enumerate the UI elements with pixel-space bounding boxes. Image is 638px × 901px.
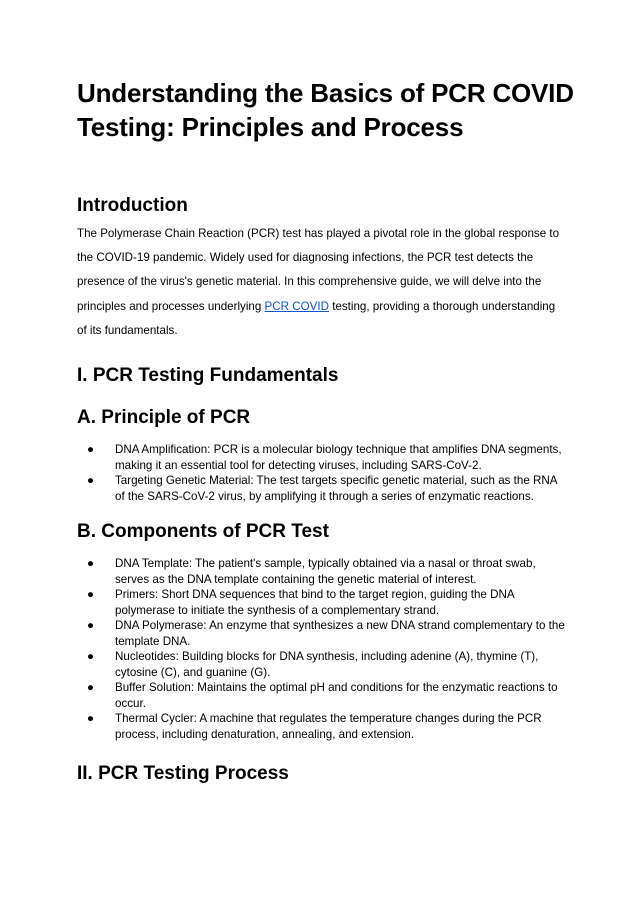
section-1-heading: I. PCR Testing Fundamentals [77,365,339,386]
introduction-text-start: The Polymerase Chain Reaction (PCR) test has played a pivotal role in the global response to the COVID-19 pandemic. Widely used for diagnosing infections, the PCR test detects the presence of the virus's genetic material. In this comprehensive guide, we will delve into the principles and processes underlying [77,227,560,313]
bullet-icon: ● [87,650,95,663]
section-2-heading: II. PCR Testing Process [77,763,289,784]
list-item-text: Targeting Genetic Material: The test targets specific genetic material, such as the RNA of the SARS-CoV-2 virus, by amplifying it through a series of enzymatic reactions. [115,474,557,503]
pcr-covid-link[interactable]: PCR COVID [264,299,329,313]
bullet-icon: ● [87,619,95,632]
bullet-icon: ● [87,474,95,487]
principle-bullet-list [77,442,567,504]
list-item-text: DNA Polymerase: An enzyme that synthesizes a new DNA strand complementary to the template DNA. [115,619,565,648]
list-item [77,473,567,504]
bullet-icon: ● [87,557,95,570]
list-item-text: Nucleotides: Building blocks for DNA synthesis, including adenine (A), thymine (T), cytosine (C), and guanine (G). [115,650,539,679]
list-item [77,587,567,618]
list-item [77,618,567,649]
list-item-text: DNA Template: The patient's sample, typically obtained via a nasal or throat swab, serves as the DNA template containing the genetic material of interest. [115,557,536,586]
list-item [77,442,567,473]
introduction-heading: Introduction [77,195,188,216]
bullet-icon: ● [87,588,95,601]
bullet-icon: ● [87,443,95,456]
bullet-icon: ● [87,681,95,694]
introduction-paragraph [77,222,567,343]
list-item-text: Primers: Short DNA sequences that bind to the target region, guiding the DNA polymerase to initiate the synthesis of a complementary strand. [115,588,514,617]
list-item-text: Thermal Cycler: A machine that regulates the temperature changes during the PCR process, including denaturation, annealing, and extension. [115,712,542,741]
list-item [77,649,567,680]
list-item-text: DNA Amplification: PCR is a molecular biology technique that amplifies DNA segments, making it an essential tool for detecting viruses, including SARS-CoV-2. [115,443,562,472]
list-item-text: Buffer Solution: Maintains the optimal pH and conditions for the enzymatic reactions to occur. [115,681,558,710]
introduction-text-end: testing, providing a thorough understanding of its fundamentals. [77,299,556,337]
subsection-a-heading: A. Principle of PCR [77,407,251,428]
list-item [77,556,567,587]
page-title: Understanding the Basics of PCR COVID Testing: Principles and Process [77,78,574,142]
list-item [77,680,567,711]
bullet-icon: ● [87,712,95,725]
components-bullet-list [77,556,567,742]
subsection-b-heading: B. Components of PCR Test [77,521,329,542]
list-item [77,711,567,742]
